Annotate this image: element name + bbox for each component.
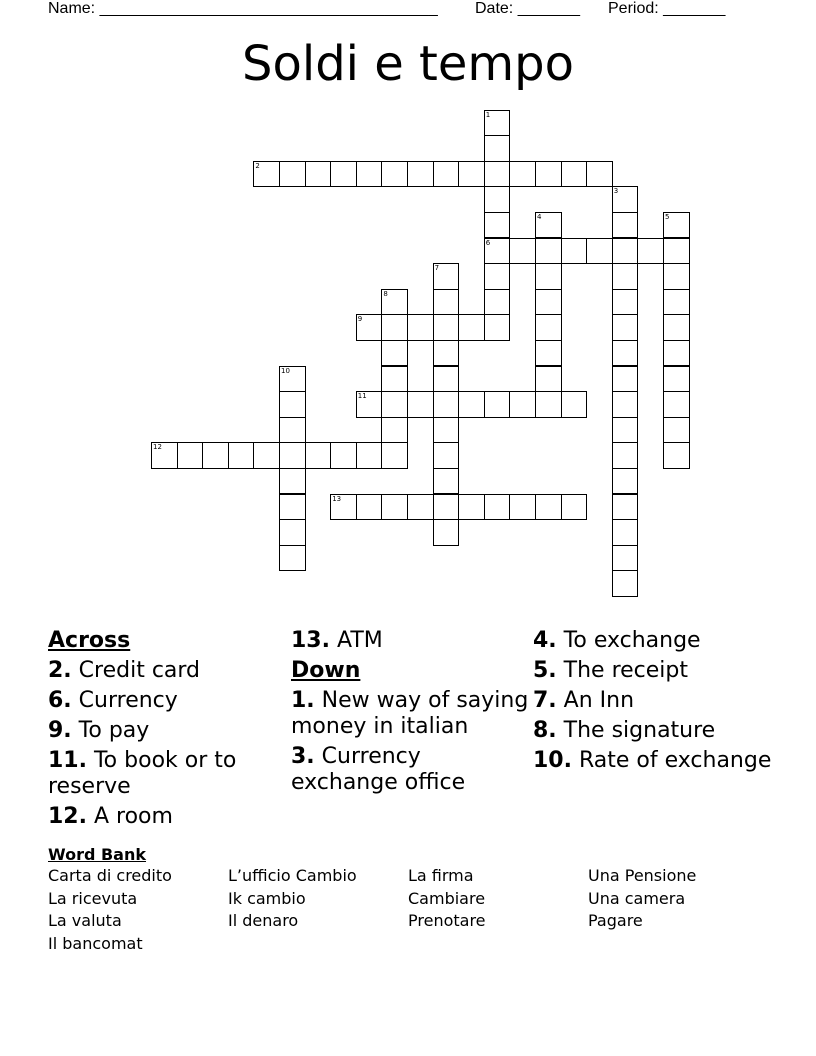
- word-bank-item: La firma: [408, 866, 474, 885]
- crossword-cell[interactable]: [561, 161, 588, 188]
- clue-text: Currency: [78, 688, 178, 713]
- crossword-cell[interactable]: [407, 494, 434, 521]
- crossword-cell[interactable]: [433, 314, 460, 341]
- crossword-cell[interactable]: [561, 494, 588, 521]
- crossword-cell[interactable]: [535, 314, 562, 341]
- crossword-cell[interactable]: [433, 468, 460, 495]
- clue-number: 3.: [291, 744, 315, 769]
- crossword-cell[interactable]: [612, 212, 639, 239]
- crossword-cell[interactable]: [407, 391, 434, 418]
- crossword-cell[interactable]: [484, 238, 511, 265]
- clue-text: To exchange: [563, 628, 701, 653]
- word-bank: [48, 845, 768, 965]
- crossword-cell[interactable]: [381, 417, 408, 444]
- crossword-cell[interactable]: [381, 314, 408, 341]
- crossword-cell[interactable]: [279, 161, 306, 188]
- crossword-cell[interactable]: [484, 263, 511, 290]
- crossword-cell[interactable]: [484, 110, 511, 137]
- crossword-cell[interactable]: [509, 161, 536, 188]
- crossword-cell[interactable]: [612, 442, 639, 469]
- clue-text: The signature: [563, 718, 716, 743]
- crossword-cell[interactable]: [151, 442, 178, 469]
- clue-number-label: 10: [281, 366, 290, 375]
- crossword-cell[interactable]: [663, 391, 690, 418]
- crossword-cell[interactable]: [663, 212, 690, 239]
- crossword-cell[interactable]: [330, 442, 357, 469]
- crossword-cell[interactable]: [663, 314, 690, 341]
- crossword-cell[interactable]: [356, 314, 383, 341]
- crossword-cell[interactable]: [663, 442, 690, 469]
- crossword-cell[interactable]: [356, 391, 383, 418]
- crossword-cell[interactable]: [535, 238, 562, 265]
- clue-number-label: 1: [485, 110, 491, 119]
- crossword-cell[interactable]: [279, 391, 306, 418]
- crossword-cell[interactable]: [253, 442, 280, 469]
- crossword-cell[interactable]: [484, 212, 511, 239]
- crossword-cell[interactable]: [330, 161, 357, 188]
- word-bank-item: Ik cambio: [228, 888, 306, 908]
- crossword-cell[interactable]: [663, 289, 690, 316]
- clue-down-5: [533, 658, 773, 684]
- clue-text: A room: [93, 804, 173, 829]
- crossword-cell[interactable]: [305, 442, 332, 469]
- clue-column-1: [48, 628, 288, 830]
- crossword-cell[interactable]: [509, 238, 536, 265]
- date-field[interactable]: Date: _______: [475, 0, 580, 17]
- crossword-cell[interactable]: [535, 391, 562, 418]
- clue-number: 1.: [291, 688, 315, 713]
- crossword-cell[interactable]: [381, 289, 408, 316]
- crossword-cell[interactable]: [509, 391, 536, 418]
- page-title: Soldi e tempo: [242, 36, 574, 92]
- crossword-cell[interactable]: [433, 417, 460, 444]
- crossword-cell[interactable]: [663, 417, 690, 444]
- clue-down-3: [291, 744, 531, 796]
- clue-column-3: [533, 628, 773, 774]
- crossword-cell[interactable]: [484, 494, 511, 521]
- down-heading: Down: [291, 658, 361, 683]
- clue-number-label: 7: [434, 264, 440, 273]
- clue-text: Credit card: [78, 658, 201, 683]
- clue-text: To book or to reserve: [48, 748, 237, 799]
- crossword-cell[interactable]: [202, 442, 229, 469]
- crossword-cell[interactable]: [433, 391, 460, 418]
- word-bank-item: La ricevuta: [48, 888, 138, 908]
- crossword-cell[interactable]: [433, 494, 460, 521]
- crossword-cell[interactable]: [484, 161, 511, 188]
- crossword-cell[interactable]: [279, 366, 306, 393]
- crossword-cell[interactable]: [330, 494, 357, 521]
- crossword-cell[interactable]: [535, 366, 562, 393]
- crossword-cell[interactable]: [612, 519, 639, 546]
- word-bank-item: Carta di credito: [48, 866, 172, 885]
- crossword-cell[interactable]: [305, 161, 332, 188]
- crossword-cell[interactable]: [561, 238, 588, 265]
- clue-text: Currency exchange office: [291, 744, 466, 795]
- word-bank-item: Una Pensione: [588, 866, 697, 885]
- crossword-cell[interactable]: [612, 263, 639, 290]
- word-bank-item: La valuta: [48, 911, 122, 930]
- crossword-cell[interactable]: [612, 570, 639, 597]
- crossword-cell[interactable]: [407, 314, 434, 341]
- clue-down-1: [291, 688, 531, 740]
- clue-number: 9.: [48, 718, 72, 743]
- clue-down-10: [533, 748, 773, 774]
- clue-text: ATM: [336, 628, 383, 653]
- crossword-cell[interactable]: [279, 494, 306, 521]
- clue-across-2: [48, 658, 288, 684]
- clue-across-13: [291, 628, 531, 654]
- crossword-cell[interactable]: [663, 263, 690, 290]
- crossword-cell[interactable]: [381, 391, 408, 418]
- crossword-cell[interactable]: [612, 494, 639, 521]
- crossword-cell[interactable]: [612, 186, 639, 213]
- crossword-cell[interactable]: [561, 391, 588, 418]
- clue-down-8: [533, 718, 773, 744]
- clue-number-label: 11: [357, 392, 367, 401]
- crossword-cell[interactable]: [586, 238, 613, 265]
- crossword-cell[interactable]: [535, 161, 562, 188]
- crossword-cell[interactable]: [433, 161, 460, 188]
- clue-text: Rate of exchange: [578, 748, 772, 773]
- clue-number-label: 2: [255, 161, 260, 170]
- crossword-cell[interactable]: [535, 340, 562, 367]
- crossword-cell[interactable]: [586, 161, 613, 188]
- clue-number: 12.: [48, 804, 87, 829]
- across-heading: Across: [48, 628, 131, 653]
- clue-text: New way of saying money in italian: [291, 688, 529, 739]
- crossword-cell[interactable]: [433, 442, 460, 469]
- crossword-cell[interactable]: [279, 519, 306, 546]
- clue-down-4: [533, 628, 773, 654]
- crossword-cell[interactable]: [663, 366, 690, 393]
- crossword-cell[interactable]: [612, 391, 639, 418]
- clue-across-12: [48, 804, 288, 830]
- crossword-cell[interactable]: [458, 314, 485, 341]
- crossword-cell[interactable]: [484, 391, 511, 418]
- crossword-cell[interactable]: [484, 314, 511, 341]
- crossword-cell[interactable]: [509, 494, 536, 521]
- crossword-cell[interactable]: [535, 263, 562, 290]
- crossword-cell[interactable]: [356, 161, 383, 188]
- clue-across-11: [48, 748, 288, 800]
- word-bank-list: [48, 865, 768, 965]
- crossword-cell[interactable]: [484, 186, 511, 213]
- clue-number-label: 12: [153, 443, 162, 452]
- clue-number: 6.: [48, 688, 72, 713]
- word-bank-title: Word Bank: [48, 845, 147, 864]
- clue-number-label: 8: [383, 289, 388, 298]
- clue-number: 8.: [533, 718, 557, 743]
- crossword-cell[interactable]: [458, 391, 485, 418]
- clue-number-label: 3: [613, 187, 619, 196]
- clue-column-2: [291, 628, 531, 796]
- crossword-cell[interactable]: [279, 417, 306, 444]
- word-bank-item: Pagare: [588, 911, 643, 930]
- clue-number-label: 4: [537, 212, 542, 221]
- crossword-cell[interactable]: [381, 366, 408, 393]
- crossword-cell[interactable]: [381, 442, 408, 469]
- crossword-cell[interactable]: [407, 161, 434, 188]
- clue-text: To pay: [78, 718, 150, 743]
- crossword-cell[interactable]: [535, 494, 562, 521]
- clue-number-label: 13: [332, 494, 342, 503]
- crossword-cell[interactable]: [458, 161, 485, 188]
- header: [0, 0, 816, 20]
- period-field[interactable]: Period: _______: [608, 0, 726, 17]
- clue-number-label: 9: [357, 315, 363, 324]
- crossword-cell[interactable]: [356, 442, 383, 469]
- crossword-cell[interactable]: [612, 468, 639, 495]
- crossword-cell[interactable]: [228, 442, 255, 469]
- clue-number: 5.: [533, 658, 557, 683]
- word-bank-item: Il bancomat: [48, 933, 143, 953]
- clue-text: An Inn: [563, 688, 635, 713]
- crossword-cell[interactable]: [535, 289, 562, 316]
- crossword-cell[interactable]: [458, 494, 485, 521]
- crossword-cell[interactable]: [612, 340, 639, 367]
- word-bank-item: Una camera: [588, 888, 686, 908]
- crossword-cell[interactable]: [663, 238, 690, 265]
- crossword-cell[interactable]: [612, 366, 639, 393]
- clue-number: 2.: [48, 658, 72, 683]
- crossword-cell[interactable]: [433, 340, 460, 367]
- crossword-cell[interactable]: [433, 263, 460, 290]
- crossword-cell[interactable]: [279, 468, 306, 495]
- crossword-cell[interactable]: [433, 289, 460, 316]
- crossword-cell[interactable]: [381, 340, 408, 367]
- crossword-cell[interactable]: [612, 314, 639, 341]
- clue-number: 11.: [48, 748, 87, 773]
- crossword-cell[interactable]: [612, 289, 639, 316]
- clue-number-label: 6: [485, 238, 491, 247]
- crossword-cell[interactable]: [484, 289, 511, 316]
- crossword-cell[interactable]: [612, 238, 639, 265]
- crossword-cell[interactable]: [612, 545, 639, 572]
- name-field[interactable]: Name: ______________________________________: [48, 0, 438, 17]
- word-bank-item: Il denaro: [228, 911, 299, 930]
- crossword-cell[interactable]: [381, 161, 408, 188]
- clue-number: 10.: [533, 748, 572, 773]
- clue-number: 4.: [533, 628, 557, 653]
- word-bank-item: Prenotare: [408, 911, 486, 930]
- crossword-cell[interactable]: [279, 442, 306, 469]
- crossword-cell[interactable]: [279, 545, 306, 572]
- crossword-cell[interactable]: [356, 494, 383, 521]
- crossword-cell[interactable]: [253, 161, 280, 188]
- crossword-cell[interactable]: [381, 494, 408, 521]
- word-bank-item: L’ufficio Cambio: [228, 866, 357, 885]
- clue-text: The receipt: [563, 658, 689, 683]
- crossword-cell[interactable]: [433, 366, 460, 393]
- word-bank-item: Cambiare: [408, 888, 486, 908]
- clue-across-6: [48, 688, 288, 714]
- crossword-cell[interactable]: [535, 212, 562, 239]
- clue-number: 13.: [291, 628, 330, 653]
- crossword-cell[interactable]: [612, 417, 639, 444]
- crossword-cell[interactable]: [433, 519, 460, 546]
- clue-number: 7.: [533, 688, 557, 713]
- crossword-cell[interactable]: [177, 442, 204, 469]
- crossword-cell[interactable]: [484, 135, 511, 162]
- clue-across-9: [48, 718, 288, 744]
- crossword-cell[interactable]: [637, 238, 664, 265]
- crossword-cell[interactable]: [663, 340, 690, 367]
- clue-number-label: 5: [665, 212, 670, 221]
- clue-down-7: [533, 688, 773, 714]
